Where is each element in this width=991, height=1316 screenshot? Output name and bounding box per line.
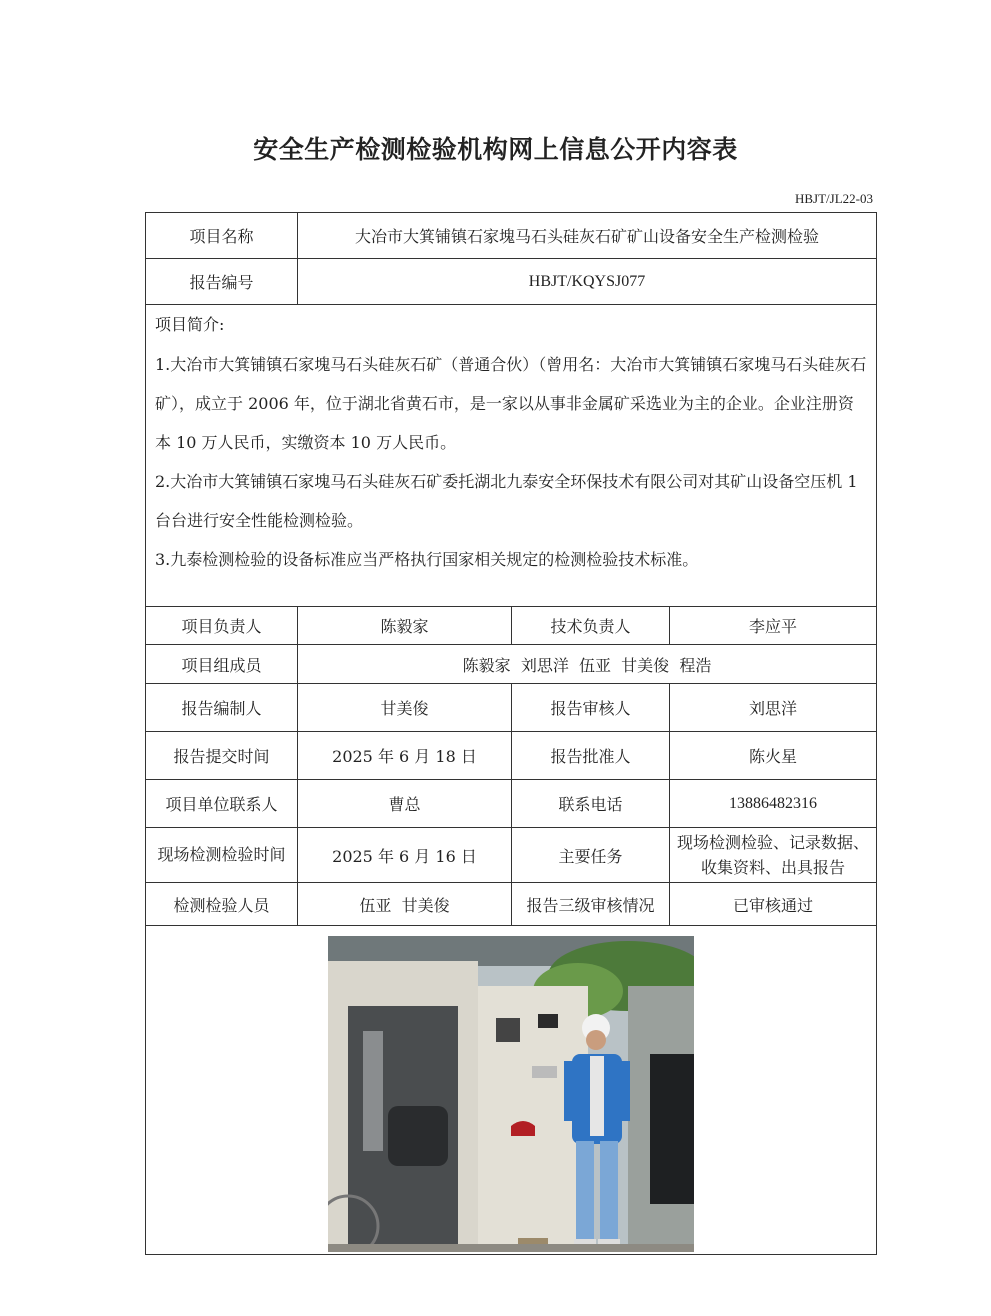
row-leader: [146, 607, 877, 645]
submit-label: 报告提交时间: [146, 732, 298, 780]
task-label: 主要任务: [512, 828, 670, 883]
approver-value: 陈火星: [670, 732, 877, 780]
intro-paragraph-3: 3.九泰检测检验的设备标准应当严格执行国家相关规定的检测检验技术标准。: [155, 550, 699, 569]
intro-paragraph-1: 1.大冶市大箕铺镇石家塊马石头硅灰石矿（普通合伙）（曾用名：大冶市大箕铺镇石家塊马石头硅灰石矿），成立于 2006 年，位于湖北省黄石市，是一家以从事非金属矿采选业为主的企业。企业注册资本 10 万人民币，实缴资本 10 万人民币。: [155, 355, 867, 452]
compiler-value: 甘美俊: [298, 684, 512, 732]
row-submit: [146, 732, 877, 780]
inspectors-label: 检测检验人员: [146, 883, 298, 926]
intro-paragraph-2: 2.大冶市大箕铺镇石家塊马石头硅灰石矿委托湖北九泰安全环保技术有限公司对其矿山设备空压机 1 台台进行安全性能检测检验。: [155, 472, 858, 530]
report-no-label: 报告编号: [146, 259, 298, 305]
compiler-label: 报告编制人: [146, 684, 298, 732]
leader-value: 陈毅家: [298, 607, 512, 645]
row-compiler: [146, 684, 877, 732]
submit-value: 2025 年 6 月 18 日: [298, 732, 512, 780]
project-name-value: 大冶市大箕铺镇石家塊马石头硅灰石矿矿山设备安全生产检测检验: [298, 213, 877, 259]
row-onsite: [146, 828, 877, 883]
row-report-no: [146, 259, 877, 305]
tech-label: 技术负责人: [512, 607, 670, 645]
review-label: 报告三级审核情况: [512, 883, 670, 926]
row-project-name: [146, 213, 877, 259]
row-members: [146, 645, 877, 684]
intro-heading: 项目简介:: [155, 315, 225, 334]
tech-value: 李应平: [670, 607, 877, 645]
row-photo: [146, 926, 877, 1255]
inspectors-value: 伍亚 甘美俊: [298, 883, 512, 926]
row-intro: [146, 305, 877, 607]
onsite-value: 2025 年 6 月 16 日: [298, 828, 512, 883]
intro-cell: [146, 305, 877, 607]
leader-label: 项目负责人: [146, 607, 298, 645]
contact-value: 曹总: [298, 780, 512, 828]
phone-label: 联系电话: [512, 780, 670, 828]
contact-label: 项目单位联系人: [146, 780, 298, 828]
reviewer-value: 刘思洋: [670, 684, 877, 732]
phone-value: 13886482316: [670, 780, 877, 828]
members-value: 陈毅家 刘思洋 伍亚 甘美俊 程浩: [298, 645, 877, 684]
site-photo: [328, 936, 694, 1252]
row-contact: [146, 780, 877, 828]
project-name-label: 项目名称: [146, 213, 298, 259]
onsite-label: 现场检测检验时间: [146, 828, 298, 883]
reviewer-label: 报告审核人: [512, 684, 670, 732]
row-inspectors: [146, 883, 877, 926]
document-title: 安全生产检测检验机构网上信息公开内容表: [253, 135, 738, 164]
form-code: HBJT/JL22-03: [795, 191, 873, 206]
report-no-value: HBJT/KQYSJ077: [298, 259, 877, 305]
info-table: [145, 212, 877, 1255]
photo-cell: [146, 926, 877, 1255]
task-value: 现场检测检验、记录数据、收集资料、出具报告: [670, 828, 877, 883]
review-value: 已审核通过: [670, 883, 877, 926]
members-label: 项目组成员: [146, 645, 298, 684]
approver-label: 报告批准人: [512, 732, 670, 780]
